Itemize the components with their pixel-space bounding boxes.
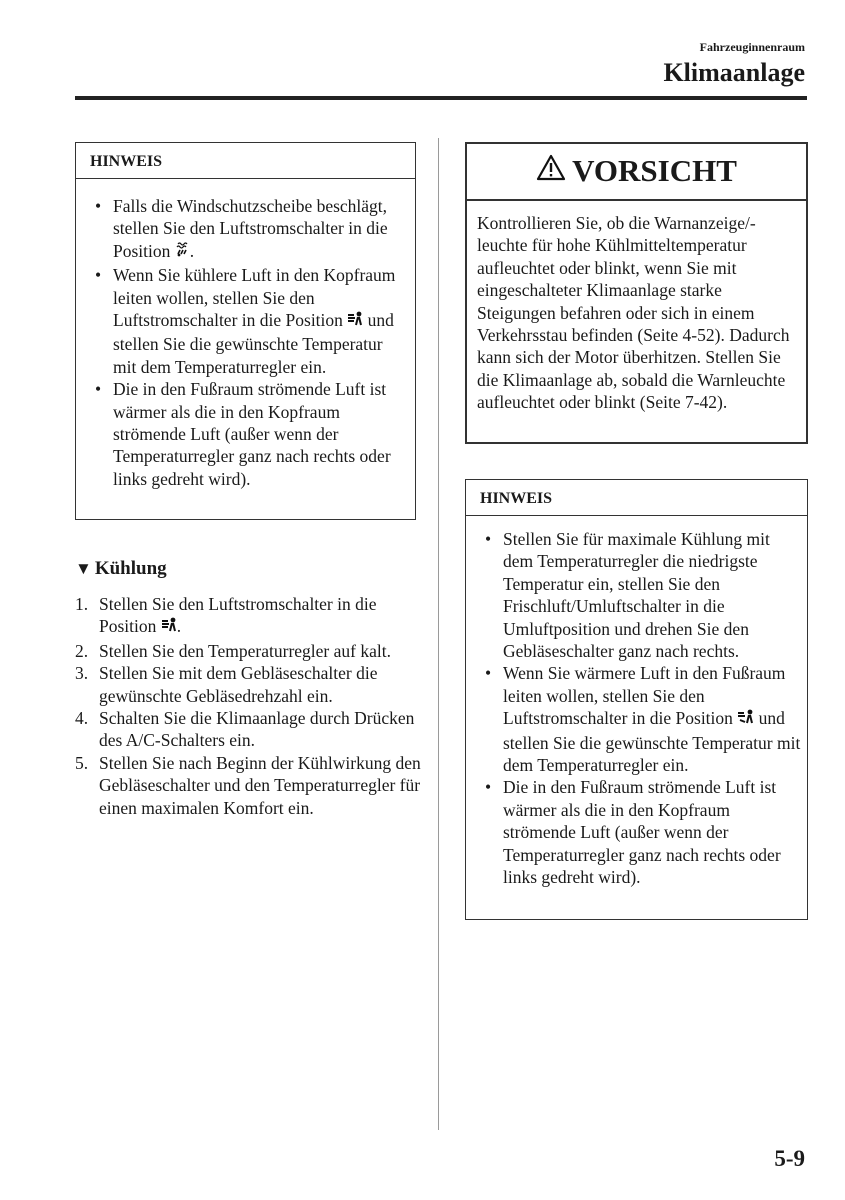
column-divider [438,138,439,1130]
vorsicht-heading: VORSICHT [572,153,737,188]
bullet-icon: • [95,265,102,286]
step-number: 5. [75,752,89,773]
list-item-text: Stellen Sie für maximale Kühlung mit dem Temperaturregler die niedrigste Temperatur ein, stellen Sie den Frischluft/Umluftschalter in die Umluftposition und drehen Sie den Gebläseschalter ganz nach rechts. [503,529,770,662]
hinweis-box-right [465,479,808,920]
step-item [75,752,427,819]
step-item [75,707,427,752]
warning-triangle-icon [536,153,566,189]
list-item-suffix: . [189,240,195,261]
bullet-icon: • [485,529,492,549]
bullet-icon: • [95,196,102,216]
list-item-text: Die in den Fußraum strömende Luft ist wärmer als die in den Kopfraum strömende Luft (außer wenn der Temperaturregler ganz nach rechts oder links gedreht wird). [113,379,391,489]
list-item-suffix: und stellen Sie die gewünschte Temperatur mit dem Temperaturregler ein. [503,708,801,776]
step-text: Stellen Sie den Luftstromschalter in die Position [99,594,377,637]
hinweis-list [481,528,801,889]
bullet-icon: • [95,379,102,400]
bilevel-airflow-icon [737,709,754,731]
page-number: 5-9 [774,1146,805,1171]
section-heading-kuehlung [75,558,167,580]
step-item [75,640,427,662]
step-item [75,593,427,640]
section-label: Fahrzeuginnenraum [699,40,805,54]
step-suffix: . [176,616,182,637]
list-item [91,264,407,378]
face-airflow-icon [161,617,177,639]
vorsicht-box [465,142,808,444]
triangle-marker-icon: ▼ [75,559,92,578]
step-number: 1. [75,594,89,614]
list-item-text: Wenn Sie kühlere Luft in den Kopfraum leiten wollen, stellen Sie den Luftstromschalter in die Position [113,265,396,331]
step-text: Stellen Sie nach Beginn der Kühlwirkung den Gebläseschalter und den Temperaturregler für einen maximalen Komfort ein. [99,752,421,818]
vorsicht-text: Kontrollieren Sie, ob die Warnanzeige/-leuchte für hohe Kühlmitteltemperatur aufleuchtet oder blinkt, wenn Sie mit eingeschalteter Klimaanlage starke Steigungen befahren oder sich in einem Verkehrsstau befinden (Seite 4-52). Dadurch kann sich der Motor überhitzen. Stellen Sie die Klimaanlage ab, sobald die Warnleuchte aufleuchtet oder blinkt (Seite 7-42). [477,213,790,413]
list-item-text: Die in den Fußraum strömende Luft ist wärmer als die in den Kopfraum strömende Luft (außer wenn der Temperaturregler ganz nach rechts oder links gedreht wird). [503,777,781,888]
defroster-airflow-icon [175,241,190,264]
page-title: Klimaanlage [663,58,805,87]
step-text: Stellen Sie mit dem Gebläseschalter die gewünschte Gebläsedrehzahl ein. [99,663,378,706]
header-rule [75,96,807,100]
list-item-suffix: und stellen Sie die gewünschte Temperatur mit dem Temperaturregler ein. [113,310,394,377]
kuehlung-steps [75,593,427,819]
vorsicht-header [467,144,806,201]
list-item [91,195,407,264]
list-item-text: Wenn Sie wärmere Luft in den Fußraum leiten wollen, stellen Sie den Luftstromschalter in die Position [503,663,786,729]
step-number: 2. [75,640,89,661]
hinweis-heading: HINWEIS [76,143,415,179]
list-item [481,776,801,888]
bullet-icon: • [485,777,492,798]
hinweis-box-left [75,142,416,520]
face-airflow-icon [347,311,363,333]
hinweis-list [91,195,407,490]
section-heading-text: Kühlung [94,558,167,579]
hinweis-heading: HINWEIS [466,480,807,516]
step-number: 4. [75,708,89,729]
step-text: Stellen Sie den Temperaturregler auf kalt. [99,640,391,661]
step-item [75,662,427,707]
list-item [481,662,801,776]
bullet-icon: • [485,663,492,684]
step-number: 3. [75,663,89,684]
list-item [481,528,801,662]
step-text: Schalten Sie die Klimaanlage durch Drücken des A/C-Schalters ein. [99,708,415,751]
list-item [91,378,407,490]
list-item-text: Falls die Windschutzscheibe beschlägt, stellen Sie den Luftstromschalter in die Position [113,196,388,261]
